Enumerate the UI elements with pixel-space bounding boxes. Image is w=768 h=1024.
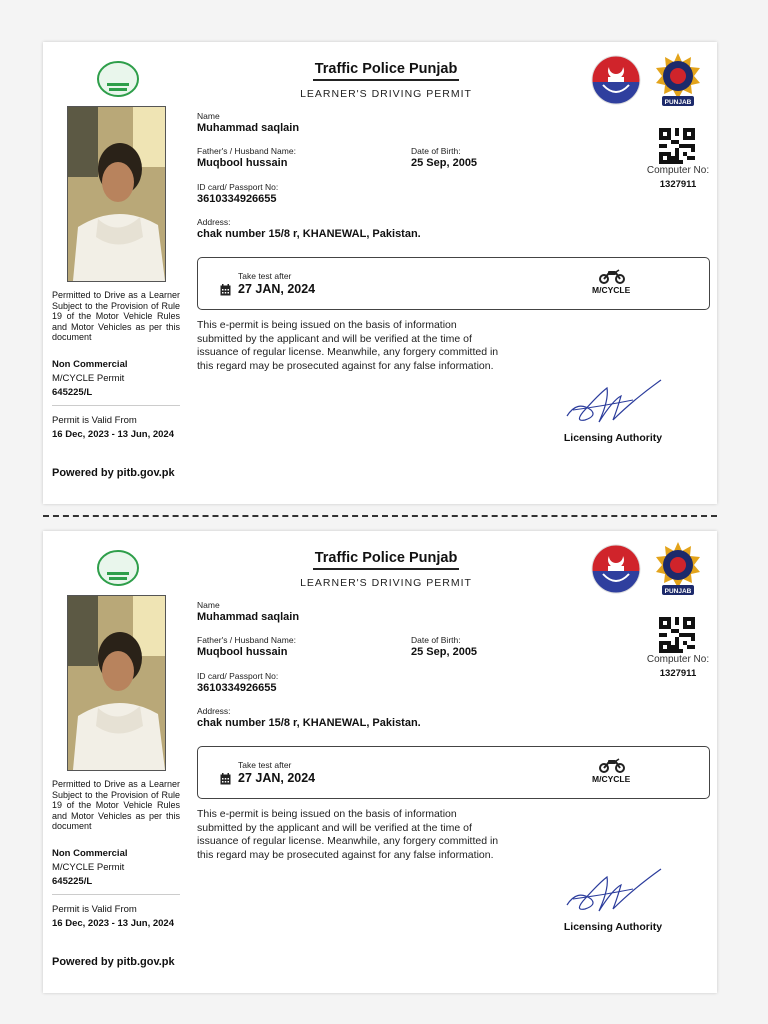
qr-code-icon bbox=[659, 617, 695, 653]
licensing-authority: Licensing Authority bbox=[563, 921, 663, 933]
id-field bbox=[197, 671, 278, 694]
valid-range: 16 Dec, 2023 - 13 Jun, 2024 bbox=[52, 428, 174, 440]
permit-notice: This e-permit is being issued on the basis of information submitted by the applicant and will be verified at the time of issuance of regular license. Meanwhile, any forgery committed in this regard may be prosecuted against for any false information. bbox=[197, 319, 499, 372]
permit-notice: This e-permit is being issued on the basis of information submitted by the applicant and will be verified at the time of issuance of regular license. Meanwhile, any forgery committed in this regard may be prosecuted against for any false information. bbox=[197, 808, 499, 861]
father-value: Muqbool hussain bbox=[197, 646, 288, 658]
left-divider bbox=[52, 894, 180, 895]
dob-field bbox=[411, 635, 477, 658]
calendar-icon bbox=[220, 284, 231, 296]
permit-title: Traffic Police Punjab bbox=[313, 550, 460, 570]
traffic-police-badge-icon bbox=[655, 541, 701, 599]
permit-conditions: Permitted to Drive as a Learner Subject to the Provision of Rule 19 of the Motor Vehicle Rules and Motor Vehicles as per this document bbox=[52, 290, 180, 342]
computer-number-block bbox=[643, 654, 713, 680]
computer-number: 1327911 bbox=[659, 179, 697, 190]
father-label: Father's / Husband Name: bbox=[197, 635, 296, 645]
motorcycle-icon bbox=[598, 757, 626, 773]
id-value: 3610334926655 bbox=[197, 682, 277, 694]
punjab-police-logo-icon bbox=[591, 55, 641, 105]
punjab-seal-icon bbox=[95, 59, 141, 99]
validity-block bbox=[52, 414, 180, 441]
father-value: Muqbool hussain bbox=[197, 157, 288, 169]
permit-title: Traffic Police Punjab bbox=[313, 61, 460, 81]
test-date: 27 JAN, 2024 bbox=[238, 282, 316, 296]
badge-text: PUNJAB bbox=[664, 588, 692, 595]
name-value: Muhammad saqlain bbox=[197, 611, 300, 623]
computer-label: Computer No: bbox=[646, 165, 710, 176]
permit-class: Non Commercial bbox=[52, 359, 128, 370]
test-date-box bbox=[197, 257, 710, 310]
powered-by: Powered by pitb.gov.pk bbox=[52, 956, 175, 968]
dob-field bbox=[411, 146, 477, 169]
dob-value: 25 Sep, 2005 bbox=[411, 157, 478, 169]
address-field bbox=[197, 706, 421, 729]
powered-by: Powered by pitb.gov.pk bbox=[52, 467, 175, 479]
valid-label: Permit is Valid From bbox=[52, 415, 137, 426]
licensing-authority: Licensing Authority bbox=[563, 432, 663, 444]
signature-image bbox=[563, 859, 663, 919]
permit-subtitle: LEARNER'S DRIVING PERMIT bbox=[300, 88, 472, 100]
permit-conditions: Permitted to Drive as a Learner Subject to the Provision of Rule 19 of the Motor Vehicle Rules and Motor Vehicles as per this document bbox=[52, 779, 180, 831]
left-divider bbox=[52, 405, 180, 406]
signature-image bbox=[563, 370, 663, 430]
address-value: chak number 15/8 r, KHANEWAL, Pakistan. bbox=[197, 717, 421, 729]
permit-kind: M/CYCLE Permit bbox=[52, 373, 125, 384]
valid-range: 16 Dec, 2023 - 13 Jun, 2024 bbox=[52, 917, 174, 929]
valid-label: Permit is Valid From bbox=[52, 904, 137, 915]
permit-card-top bbox=[43, 42, 717, 504]
test-date: 27 JAN, 2024 bbox=[238, 771, 316, 785]
test-label: Take test after bbox=[238, 760, 292, 770]
father-field bbox=[197, 146, 296, 169]
id-value: 3610334926655 bbox=[197, 193, 277, 205]
applicant-photo bbox=[67, 106, 166, 282]
permit-type-block bbox=[52, 847, 180, 889]
name-field bbox=[197, 111, 299, 134]
permit-card-bottom bbox=[43, 531, 717, 993]
dob-label: Date of Birth: bbox=[411, 146, 461, 156]
traffic-police-badge-icon bbox=[655, 52, 701, 110]
address-label: Address: bbox=[197, 217, 231, 227]
calendar-icon bbox=[220, 773, 231, 785]
computer-label: Computer No: bbox=[646, 654, 710, 665]
permit-class: Non Commercial bbox=[52, 848, 128, 859]
test-label: Take test after bbox=[238, 271, 292, 281]
badge-text: PUNJAB bbox=[664, 99, 692, 106]
address-field bbox=[197, 217, 421, 240]
id-label: ID card/ Passport No: bbox=[197, 671, 279, 681]
cut-line bbox=[43, 515, 717, 517]
father-label: Father's / Husband Name: bbox=[197, 146, 296, 156]
computer-number: 1327911 bbox=[659, 668, 697, 679]
punjab-police-logo-icon bbox=[591, 544, 641, 594]
computer-number-block bbox=[643, 165, 713, 191]
permit-kind: M/CYCLE Permit bbox=[52, 862, 125, 873]
id-label: ID card/ Passport No: bbox=[197, 182, 279, 192]
punjab-seal-icon bbox=[95, 548, 141, 588]
qr-code-icon bbox=[659, 128, 695, 164]
test-date-box bbox=[197, 746, 710, 799]
permit-type-block bbox=[52, 358, 180, 400]
dob-value: 25 Sep, 2005 bbox=[411, 646, 478, 658]
address-label: Address: bbox=[197, 706, 231, 716]
name-value: Muhammad saqlain bbox=[197, 122, 300, 134]
id-field bbox=[197, 182, 278, 205]
permit-number: 645225/L bbox=[52, 387, 93, 398]
permit-number: 645225/L bbox=[52, 876, 93, 887]
father-field bbox=[197, 635, 296, 658]
permit-subtitle: LEARNER'S DRIVING PERMIT bbox=[300, 577, 472, 589]
name-field bbox=[197, 600, 299, 623]
validity-block bbox=[52, 903, 180, 930]
vehicle-label: M/CYCLE bbox=[592, 285, 631, 295]
name-label: Name bbox=[197, 600, 220, 610]
motorcycle-icon bbox=[598, 268, 626, 284]
vehicle-label: M/CYCLE bbox=[592, 774, 631, 784]
address-value: chak number 15/8 r, KHANEWAL, Pakistan. bbox=[197, 228, 421, 240]
dob-label: Date of Birth: bbox=[411, 635, 461, 645]
permit-header bbox=[296, 60, 476, 100]
name-label: Name bbox=[197, 111, 220, 121]
applicant-photo bbox=[67, 595, 166, 771]
permit-header bbox=[296, 549, 476, 589]
